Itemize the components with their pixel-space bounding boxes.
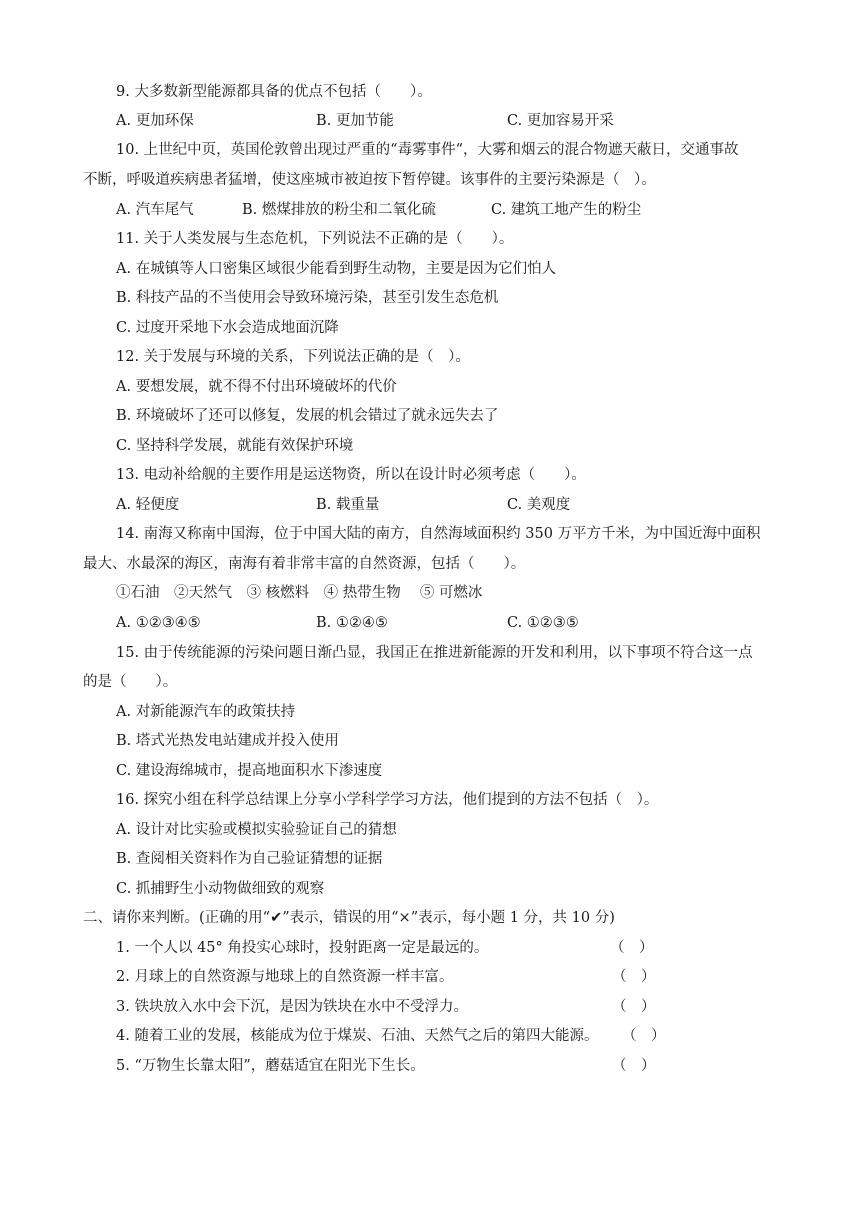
judge-item-4: 4. 随着工业的发展，核能成为位于煤炭、石油、天然气之后的第四大能源。 xyxy=(116,1028,599,1044)
q15-option-a: A. 对新能源汽车的政策扶持 xyxy=(116,704,296,720)
judge-item-1-answer-blank: （ ） xyxy=(610,940,654,956)
judge-item-2-answer-blank: （ ） xyxy=(612,969,656,985)
q10-stem-line-2: 不断，呼吸道疾病患者猛增，使这座城市被迫按下暂停键。该事件的主要污染源是（ ）。 xyxy=(83,172,656,188)
q15-option-c: C. 建设海绵城市，提高地面积水下渗速度 xyxy=(116,763,383,779)
q10-option-a: A. 汽车尾气 xyxy=(116,202,194,218)
judge-item-3-answer-blank: （ ） xyxy=(612,999,656,1015)
q15-option-b: B. 塔式光热发电站建成并投入使用 xyxy=(116,733,339,749)
q13-option-b: B. 载重量 xyxy=(316,497,380,513)
q12-option-b: B. 环境破坏了还可以修复，发展的机会错过了就永远失去了 xyxy=(116,408,499,424)
q10-stem-line-1: 10. 上世纪中页，英国伦敦曾出现过严重的“毒雾事件“，大雾和烟云的混合物遮天蔽日，交通事故 xyxy=(116,142,739,158)
q13-option-a: A. 轻便度 xyxy=(116,497,180,513)
judge-item-1: 1. 一个人以 45° 角投实心球时，投射距离一定是最远的。 xyxy=(116,940,489,956)
q11-option-a: A. 在城镇等人口密集区域很少能看到野生动物，主要是因为它们怕人 xyxy=(116,261,557,277)
q13-stem: 13. 电动补给舰的主要作用是运送物资，所以在设计时必须考虑（ ）。 xyxy=(116,467,586,483)
judge-item-5-answer-blank: （ ） xyxy=(612,1058,656,1074)
q16-option-a: A. 设计对比实验或模拟实验验证自己的猜想 xyxy=(116,822,397,838)
judge-item-5: 5. “万物生长靠太阳”，蘑菇适宜在阳光下生长。 xyxy=(116,1058,425,1074)
judge-item-2: 2. 月球上的自然资源与地球上的自然资源一样丰富。 xyxy=(116,969,454,985)
q15-stem-line-2: 的是（ ）。 xyxy=(83,674,178,690)
q10-option-b: B. 燃煤排放的粉尘和二氧化硫 xyxy=(242,202,436,218)
q12-option-a: A. 要想发展，就不得不付出环境破坏的代价 xyxy=(116,379,397,395)
q14-option-a: A. ①②③④⑤ xyxy=(116,615,201,631)
q11-option-b: B. 科技产品的不当使用会导致环境污染，甚至引发生态危机 xyxy=(116,290,499,306)
q15-stem-line-1: 15. 由于传统能源的污染问题日渐凸显，我国正在推进新能源的开发和利用，以下事项不符合这一点 xyxy=(116,645,753,661)
q12-option-c: C. 坚持科学发展，就能有效保护环境 xyxy=(116,438,354,454)
q12-stem: 12. 关于发展与环境的关系，下列说法正确的是（ ）。 xyxy=(116,349,470,365)
q9-stem: 9. 大多数新型能源都具备的优点不包括（ ）。 xyxy=(116,84,432,100)
q14-stem-line-1: 14. 南海又称南中国海，位于中国大陆的南方，自然海域面积约 350 万平方千米，为中国近海中面积 xyxy=(116,526,761,542)
q14-option-b: B. ①②④⑤ xyxy=(316,615,388,631)
q16-option-b: B. 查阅相关资料作为自己验证猜想的证据 xyxy=(116,851,383,867)
q14-stem-line-2: 最大、水最深的海区，南海有着非常丰富的自然资源，包括（ ）。 xyxy=(83,556,526,572)
q11-option-c: C. 过度开采地下水会造成地面沉降 xyxy=(116,320,339,336)
section-2-heading: 二、请你来判断。(正确的用“✔”表示，错误的用“×”表示，每小题 1 分，共 10 分) xyxy=(83,910,615,926)
q14-option-c: C. ①②③⑤ xyxy=(507,615,579,631)
q11-stem: 11. 关于人类发展与生态危机，下列说法不正确的是（ ）。 xyxy=(116,231,514,247)
q9-option-b: B. 更加节能 xyxy=(316,113,394,129)
q16-option-c: C. 抓捕野生小动物做细致的观察 xyxy=(116,881,325,897)
q10-option-c: C. 建筑工地产生的粉尘 xyxy=(491,202,642,218)
q14-resource-list: ①石油 ②天然气 ③ 核燃料 ④ 热带生物 ⑤ 可燃冰 xyxy=(116,585,483,601)
q13-option-c: C. 美观度 xyxy=(507,497,571,513)
q9-option-c: C. 更加容易开采 xyxy=(507,113,614,129)
judge-item-3: 3. 铁块放入水中会下沉，是因为铁块在水中不受浮力。 xyxy=(116,999,468,1015)
q16-stem: 16. 探究小组在科学总结课上分享小学科学学习方法，他们提到的方法不包括（ ）。 xyxy=(116,792,659,808)
q9-option-a: A. 更加环保 xyxy=(116,113,194,129)
judge-item-4-answer-blank: （ ） xyxy=(622,1028,666,1044)
